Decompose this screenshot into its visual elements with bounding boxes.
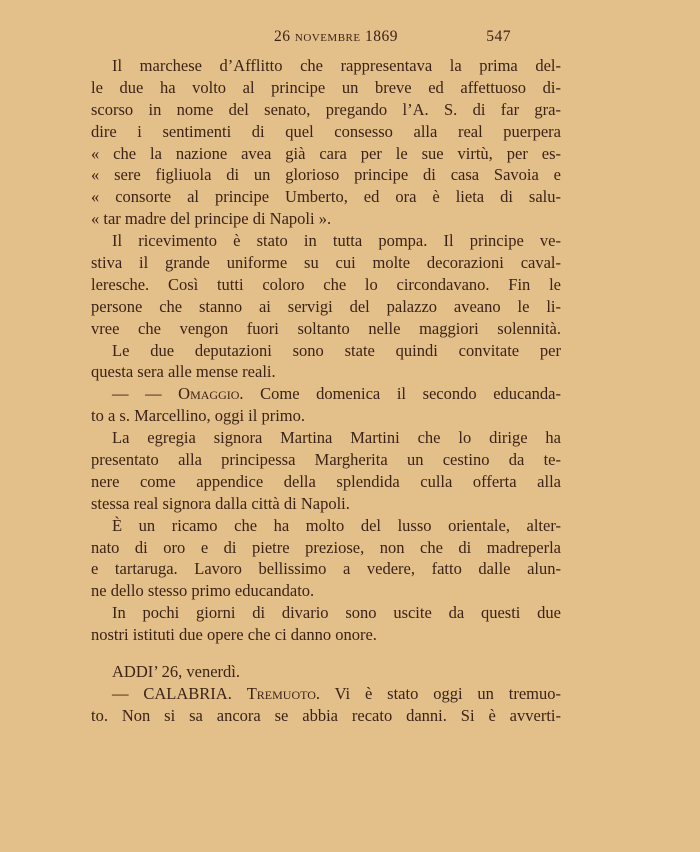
text-segment: 26 [274,28,295,45]
text-line [91,252,561,274]
text-segment: In pochi giorni di divario sono uscite da questi due [112,603,561,623]
text-line [91,77,561,99]
text-line [91,580,561,602]
text-segment: « sere figliuola di un glorioso principe di casa Savoia e [91,165,561,185]
text-segment: La egregia signora Martina Martini che lo dirige ha [112,428,561,448]
text-segment: ne dello stesso primo educandato. [91,581,315,601]
text-segment: stiva il grande uniforme su cui molte decorazioni caval- [91,253,561,273]
text-segment: Le due deputazioni sono state quindi convitate per [112,340,561,360]
text-line [91,383,561,405]
text-segment: 1869 [360,28,398,45]
text-segment: e tartaruga. Lavoro bellissimo a vedere, fatto dalle alun- [91,559,561,579]
text-line [91,427,561,449]
text-line [91,296,561,318]
text-segment: presentato alla principessa Margherita un cestino da te- [91,450,561,470]
text-line [91,558,561,580]
text-line [91,624,561,646]
text-line [91,705,561,727]
text-segment: nato di oro e di pietre preziose, non che di madreperla [91,537,561,557]
text-line [91,274,561,296]
text-segment: È un ricamo che ha molto del lusso orientale, alter- [112,515,561,535]
text-segment: — CALABRIA. [112,683,247,703]
small-caps-text: Omaggio. [178,384,244,404]
text-line [91,537,561,559]
text-line [91,318,561,340]
text-line [91,683,561,705]
text-line [91,493,561,515]
text-block [91,55,561,727]
small-caps-text: Tremuoto. [246,683,321,703]
small-caps-text: novembre [294,28,361,45]
text-line [91,164,561,186]
text-segment: — — [112,384,179,404]
text-segment: to a s. Marcellino, oggi il primo. [91,406,306,426]
text-segment: Come domenica il secondo educanda- [243,384,561,404]
text-line [91,208,561,230]
text-segment: Il ricevimento è stato in tutta pompa. Il principe ve- [112,231,561,251]
text-segment: nere come appendice della splendida culla offerta alla [91,471,561,491]
text-segment: nostri istituti due opere che ci danno onore. [91,625,377,645]
text-line [91,186,561,208]
text-line [91,230,561,252]
text-line [91,405,561,427]
text-line [91,515,561,537]
text-segment: Il marchese d’Afflitto che rappresentava la prima del- [112,56,561,75]
text-segment: stessa real signora dalla città di Napoli. [91,493,350,513]
text-segment: vree che vengon fuori soltanto nelle maggiori solennità. [91,318,561,338]
text-segment: scorso in nome del senato, pregando l’A. S. di far gra- [91,99,561,119]
text-segment: Vi è stato oggi un tremuo- [320,683,561,703]
text-segment: questa sera alle mense reali. [91,362,276,382]
text-line [91,449,561,471]
text-line [91,143,561,165]
text-line [91,99,561,121]
text-segment: le due ha volto al principe un breve ed affettuoso di- [91,77,561,97]
text-line [91,661,561,683]
text-line [91,55,561,77]
text-segment: leresche. Così tutti coloro che lo circondavano. Fin le [91,274,561,294]
text-segment: « che la nazione avea già cara per le sue virtù, per es- [91,143,561,163]
text-line [91,340,561,362]
text-segment: « tar madre del principe di Napoli ». [91,209,332,229]
text-segment: persone che stanno ai servigi del palazzo aveano le li- [91,296,561,316]
text-line [91,471,561,493]
page-number: 547 [486,28,511,45]
text-segment: ADDI’ 26, venerdì. [112,662,240,682]
text-line [91,361,561,383]
text-segment: dire i sentimenti di quel consesso alla real puerpera [91,121,561,141]
text-segment: to. Non si sa ancora se abbia recato danni. Si è avverti- [91,705,561,725]
page-header [91,28,561,48]
text-segment: « consorte al principe Umberto, ed ora è lieta di salu- [91,187,561,207]
text-line [91,602,561,624]
text-line [91,121,561,143]
